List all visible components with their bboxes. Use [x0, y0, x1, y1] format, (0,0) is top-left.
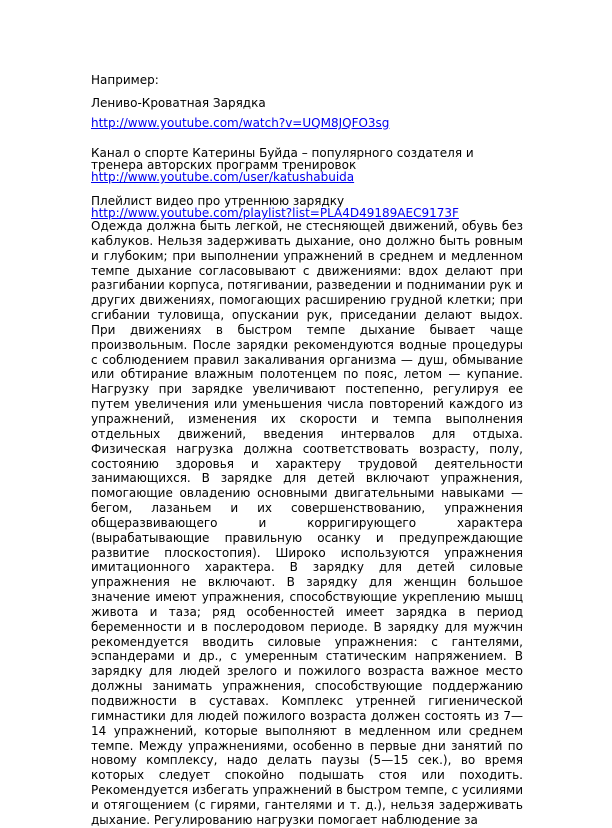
program-name: Лениво-Кроватная Зарядка	[91, 96, 266, 110]
playlist-title: Плейлист видео про утреннюю зарядку	[91, 194, 345, 208]
channel-link[interactable]: http://www.youtube.com/user/katushabuida	[91, 170, 355, 184]
intro-heading: Например:	[91, 73, 159, 87]
channel-description-line1: Канал о спорте Катерины Буйда – популярного создателя и	[91, 146, 474, 160]
channel-description-line2: тренера авторских программ тренировок	[91, 158, 357, 172]
program-link[interactable]: http://www.youtube.com/watch?v=UQM8JQFO3sg	[91, 116, 390, 130]
article-body: Одежда должна быть легкой, не стесняющей движений, обувь без каблуков. Нельзя задерживать дыхание, оно должно быть ровным и глубоким; при выполнении упражнений в среднем и медленном темпе дыхание согласовывают с движениями: вдох делают при разгибании корпуса, потягивании, разведении и поднимании рук и других движениях, помогающих расширению грудной клетки; при сгибании туловища, опускании рук, приседании делают выдох. При движениях в быстром темпе дыхание бывает чаще произвольным. После зарядки рекомендуются водные процедуры с соблюдением правил закаливания организма — душ, обмывание или обтирание влажным полотенцем по пояс, летом — купание. Нагрузку при зарядке увеличивают постепенно, регулируя ее путем увеличения или уменьшения числа повторений каждого из упражнений, изменения их скорости и темпа выполнения отдельных движений, введения интервалов для отдыха. Физическая нагрузка должна соответствовать возрасту, полу, состоянию здоровья и характеру трудовой деятельности занимающихся. В зарядке для детей включают упражнения, помогающие овладению основными двигательными навыками — бегом, лазаньем и их совершенствованию, упражнения общеразвивающего и корригирующего характера (вырабатывающие правильную осанку и предупреждающие развитие плоскостопия). Широко используются упражнения имитационного характера. В зарядку для детей силовые упражнения не включают. В зарядку для женщин большое значение имеют упражнения, способствующие укреплению мышц живота и таза; ряд особенностей имеет зарядка в период беременности и в послеродовом периоде. В зарядку для мужчин рекомендуется вводить силовые упражнения: с гантелями, эспандерами и др., с умеренным статическим напряжением. В зарядку для людей зрелого и пожилого возраста важное место должны занимать упражнения, способствующие поддержанию подвижности в суставах. Комплекс утренней гигиенической гимнастики для людей пожилого возраста должен состоять из 7—14 упражнений, которые выполняют в медленном или среднем темпе. Между упражнениями, особенно в первые дни занятий по новому комплексу, надо делать паузы (5—15 сек.), во время которых следует спокойно подышать стоя или походить. Рекомендуется избегать упражнений в быстром темпе, с усилиями и отягощением (с гирями, гантелями и т. д.), нельзя задерживать дыхание. Регулированию нагрузки помогает наблюдение за	[91, 219, 523, 827]
playlist-link[interactable]: http://www.youtube.com/playlist?list=PLA4D49189AEC9173F	[91, 206, 459, 220]
